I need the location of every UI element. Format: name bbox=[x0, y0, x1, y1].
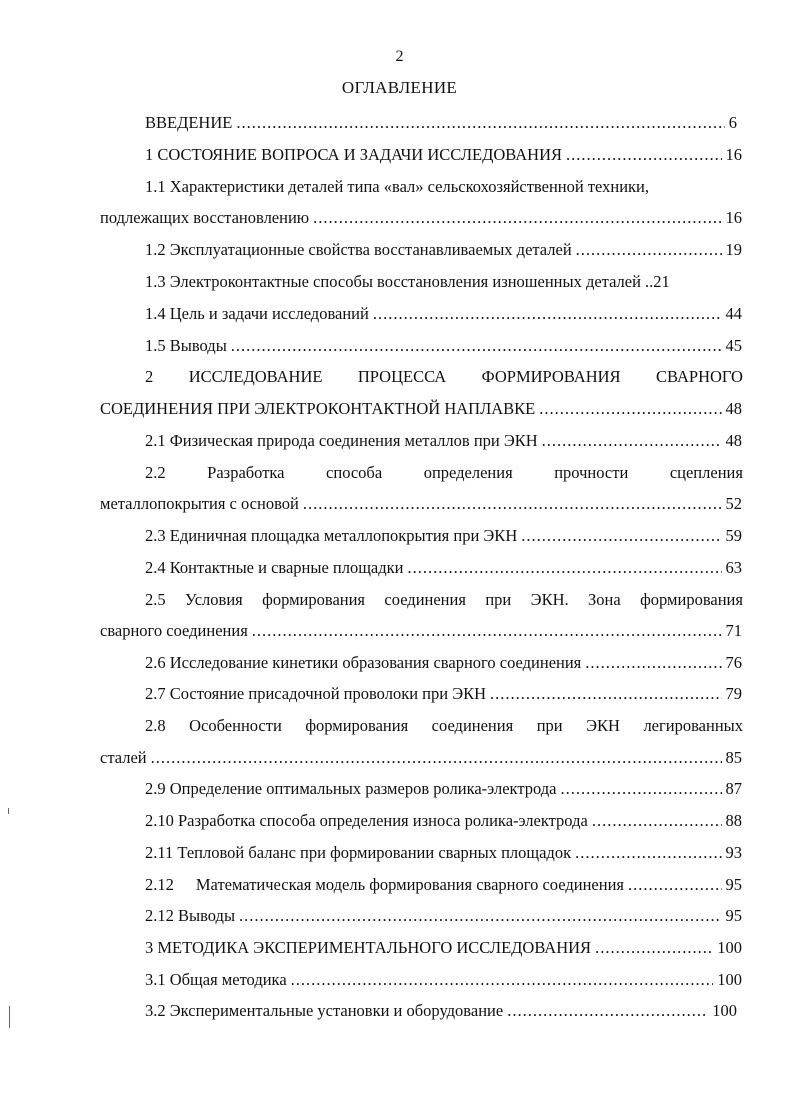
toc-entry-page: 45 bbox=[725, 336, 742, 355]
toc-entry-s1-5[interactable] bbox=[145, 336, 742, 356]
toc-word: СВАРНОГО bbox=[656, 367, 743, 386]
toc-dot-leader bbox=[231, 336, 722, 356]
toc-word: формирования bbox=[305, 716, 409, 735]
toc-entry-text: металлопокрытия с основой bbox=[100, 494, 299, 513]
toc-dot-leader bbox=[539, 399, 721, 419]
toc-entry-s1-1[interactable] bbox=[100, 208, 742, 228]
toc-entry-text: ВВЕДЕНИЕ bbox=[145, 113, 233, 132]
toc-dot-leader bbox=[313, 208, 721, 228]
toc-entry-s2-9[interactable] bbox=[145, 779, 742, 799]
toc-entry-s2-4[interactable] bbox=[145, 558, 742, 578]
toc-entry-page: 76 bbox=[725, 653, 742, 672]
toc-entry-page: 100 bbox=[717, 938, 742, 957]
toc-entry-s2-12-conclusions[interactable] bbox=[145, 906, 742, 926]
toc-entry-s2-7[interactable] bbox=[145, 684, 742, 704]
toc-entry-text: 2.10 Разработка способа определения износа ролика-электрода bbox=[145, 811, 588, 830]
toc-word: ФОРМИРОВАНИЯ bbox=[481, 367, 621, 386]
toc-entry-ch2[interactable] bbox=[100, 399, 742, 419]
toc-entry-s2-2-line1[interactable] bbox=[145, 463, 743, 483]
toc-entry-s1-1-line1[interactable] bbox=[145, 177, 649, 197]
toc-entry-number: 2.12 bbox=[145, 875, 174, 894]
toc-entry-s3-2[interactable] bbox=[145, 1001, 737, 1021]
toc-word: прочности bbox=[554, 463, 629, 482]
toc-word: соединения bbox=[431, 716, 514, 735]
toc-entry-text: 1.4 Цель и задачи исследований bbox=[145, 304, 369, 323]
toc-entry-s2-5[interactable] bbox=[100, 621, 742, 641]
toc-dot-leader bbox=[252, 621, 722, 641]
toc-word: соединения bbox=[384, 590, 466, 609]
toc-word: способа bbox=[326, 463, 383, 482]
toc-entry-text: 3.1 Общая методика bbox=[145, 970, 287, 989]
toc-entry-page: 44 bbox=[725, 304, 742, 323]
toc-entry-s2-2[interactable] bbox=[100, 494, 742, 514]
toc-word: формирования bbox=[640, 590, 743, 609]
toc-word: формирования bbox=[262, 590, 366, 609]
toc-entry-s2-11[interactable] bbox=[145, 843, 742, 863]
toc-word: ИССЛЕДОВАНИЕ bbox=[188, 367, 323, 386]
toc-word: определения bbox=[423, 463, 513, 482]
toc-entry-text: Математическая модель формирования сварного соединения bbox=[195, 875, 624, 894]
toc-entry-text: 1.2 Эксплуатационные свойства восстанавливаемых деталей bbox=[145, 240, 572, 259]
toc-entry-page: 16 bbox=[725, 208, 742, 227]
toc-dot-leader bbox=[521, 526, 721, 546]
toc-entry-page: 85 bbox=[725, 748, 742, 767]
toc-entry-s1-4[interactable] bbox=[145, 304, 742, 324]
toc-word: 2.5 bbox=[145, 590, 166, 609]
toc-entry-page: 48 bbox=[725, 431, 742, 450]
toc-entry-s2-5-line1[interactable] bbox=[145, 590, 743, 610]
toc-entry-page: 16 bbox=[725, 145, 742, 164]
toc-entry-page: 52 bbox=[725, 494, 742, 513]
toc-dot-leader bbox=[628, 875, 722, 895]
toc-entry-s2-1[interactable] bbox=[145, 431, 742, 451]
scan-artifact-mark bbox=[9, 1006, 10, 1028]
toc-word: ЭКН bbox=[586, 716, 620, 735]
toc-dot-leader bbox=[239, 906, 721, 926]
toc-dot-leader bbox=[236, 113, 724, 133]
toc-entry-text: 2.9 Определение оптимальных размеров ролика-электрода bbox=[145, 779, 557, 798]
toc-dot-leader bbox=[592, 811, 722, 831]
toc-entry-page: 93 bbox=[725, 843, 742, 862]
toc-dot-leader bbox=[576, 240, 722, 260]
toc-entry-s2-3[interactable] bbox=[145, 526, 742, 546]
toc-entry-page: 6 bbox=[728, 113, 737, 132]
toc-entry-s1-3[interactable] bbox=[145, 272, 670, 292]
toc-word: 2 bbox=[145, 367, 154, 386]
toc-word: Разработка bbox=[207, 463, 285, 482]
toc-entry-intro[interactable] bbox=[145, 113, 737, 133]
toc-dot-leader bbox=[408, 558, 722, 578]
toc-entry-ch3[interactable] bbox=[145, 938, 742, 958]
toc-entry-ch2-line1[interactable] bbox=[145, 367, 743, 387]
toc-entry-text: 3.2 Экспериментальные установки и оборудование bbox=[145, 1001, 504, 1020]
toc-word: 2.8 bbox=[145, 716, 166, 735]
toc-dot-leader bbox=[542, 431, 722, 451]
toc-entry-text: 2.12 Выводы bbox=[145, 906, 236, 925]
toc-entry-page: 59 bbox=[725, 526, 742, 545]
toc-word: Условия bbox=[185, 590, 243, 609]
page-number: 2 bbox=[395, 48, 404, 65]
toc-entry-page: 100 bbox=[717, 970, 742, 989]
toc-word: сцепления bbox=[669, 463, 743, 482]
scan-artifact-mark bbox=[8, 808, 9, 814]
toc-entry-s2-10[interactable] bbox=[145, 811, 742, 831]
toc-dot-leader bbox=[595, 938, 713, 958]
toc-entry-page: 95 bbox=[725, 875, 742, 894]
toc-entry-text: подлежащих восстановлению bbox=[100, 208, 310, 227]
toc-word: при bbox=[536, 716, 563, 735]
toc-dot-leader bbox=[566, 145, 721, 165]
toc-word: ПРОЦЕССА bbox=[357, 367, 447, 386]
toc-entry-page: 100 bbox=[712, 1001, 737, 1020]
toc-dot-leader bbox=[303, 494, 722, 514]
toc-entry-text: 2.11 Тепловой баланс при формировании сварных площадок bbox=[145, 843, 572, 862]
toc-word: ЭКН. bbox=[530, 590, 569, 609]
toc-entry-ch1[interactable] bbox=[145, 145, 742, 165]
toc-entry-text: 2.1 Физическая природа соединения металлов при ЭКН bbox=[145, 431, 538, 450]
toc-word: Зона bbox=[588, 590, 621, 609]
toc-entry-page: 79 bbox=[725, 684, 742, 703]
toc-entry-page: 48 bbox=[725, 399, 742, 418]
toc-entry-text: сварного соединения bbox=[100, 621, 248, 640]
toc-entry-text: 2.3 Единичная площадка металлопокрытия при ЭКН bbox=[145, 526, 518, 545]
toc-entry-text: 1.5 Выводы bbox=[145, 336, 227, 355]
toc-entry-page: 87 bbox=[725, 779, 742, 798]
toc-dot-leader bbox=[585, 653, 721, 673]
toc-entry-text: 1.3 Электроконтактные способы восстановления изношенных деталей ..21 bbox=[145, 272, 670, 291]
toc-entry-text: 1 СОСТОЯНИЕ ВОПРОСА И ЗАДАЧИ ИССЛЕДОВАНИЯ bbox=[145, 145, 563, 164]
toc-entry-s2-12-model[interactable] bbox=[145, 875, 742, 895]
toc-entry-s2-8-line1[interactable] bbox=[145, 716, 743, 736]
page-title: ОГЛАВЛЕНИЕ bbox=[341, 78, 458, 97]
toc-entry-text: сталей bbox=[100, 748, 147, 767]
toc-entry-page: 95 bbox=[725, 906, 742, 925]
toc-word: 2.2 bbox=[145, 463, 166, 482]
toc-dot-leader bbox=[490, 684, 721, 704]
toc-entry-s2-8[interactable] bbox=[100, 748, 742, 768]
toc-entry-text: 2.6 Исследование кинетики образования сварного соединения bbox=[145, 653, 582, 672]
toc-entry-s1-2[interactable] bbox=[145, 240, 742, 260]
toc-dot-leader bbox=[560, 779, 721, 799]
toc-dot-leader bbox=[575, 843, 721, 863]
toc-entry-page: 71 bbox=[725, 621, 742, 640]
toc-entry-page: 63 bbox=[725, 558, 742, 577]
toc-entry-page: 88 bbox=[725, 811, 742, 830]
toc-dot-leader bbox=[507, 1001, 708, 1021]
toc-word: легированных bbox=[643, 716, 743, 735]
toc-entry-text: 1.1 Характеристики деталей типа «вал» сельскохозяйственной техники, bbox=[145, 177, 650, 196]
toc-entry-text: 3 МЕТОДИКА ЭКСПЕРИМЕНТАЛЬНОГО ИССЛЕДОВАНИЯ bbox=[145, 938, 592, 957]
toc-entry-s3-1[interactable] bbox=[145, 970, 742, 990]
toc-word: при bbox=[485, 590, 512, 609]
toc-entry-text: 2.4 Контактные и сварные площадки bbox=[145, 558, 404, 577]
toc-word: Особенности bbox=[189, 716, 282, 735]
toc-entry-text: СОЕДИНЕНИЯ ПРИ ЭЛЕКТРОКОНТАКТНОЙ НАПЛАВКЕ bbox=[100, 399, 536, 418]
toc-entry-text: 2.7 Состояние присадочной проволоки при ЭКН bbox=[145, 684, 487, 703]
toc-dot-leader bbox=[373, 304, 722, 324]
toc-dot-leader bbox=[291, 970, 714, 990]
toc-entry-page: 19 bbox=[725, 240, 742, 259]
toc-dot-leader bbox=[151, 748, 722, 768]
toc-entry-s2-6[interactable] bbox=[145, 653, 742, 673]
